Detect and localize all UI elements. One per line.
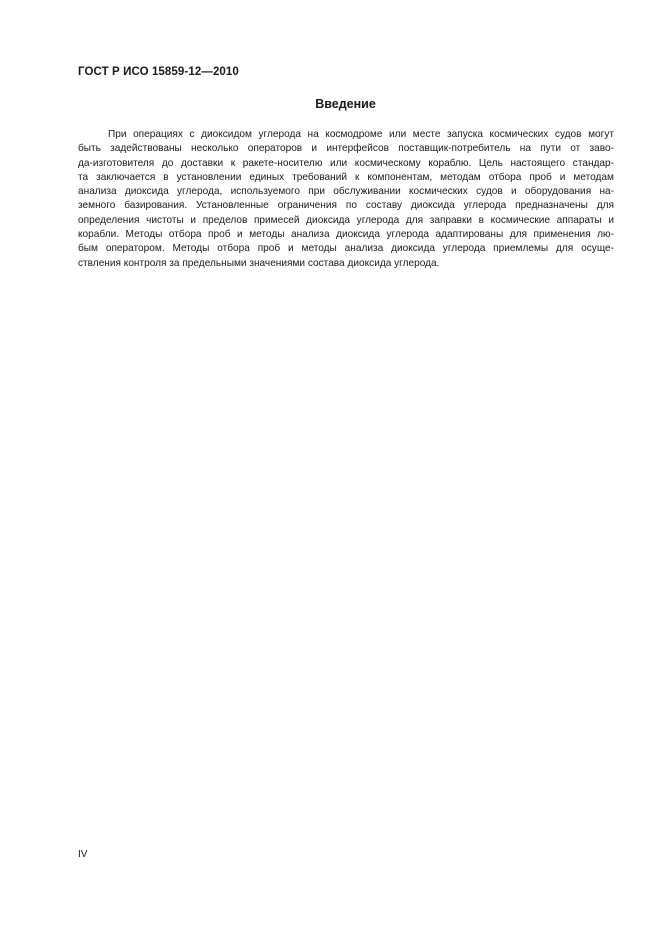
paragraph-line: корабли. Методы отбора проб и методы анализа диоксида углерода адаптированы для применения лю- <box>78 229 614 241</box>
introduction-paragraph <box>78 128 614 271</box>
paragraph-line: быть задействованы несколько операторов и интерфейсов поставщик-потребитель на пути от заво- <box>78 143 614 155</box>
page-number: IV <box>78 849 88 860</box>
paragraph-line: да-изготовителя до доставки к ракете-носителю или космическому кораблю. Цель настоящего стандар- <box>78 157 614 169</box>
paragraph-line: При операциях с диоксидом углерода на космодроме или месте запуска космических судов могут <box>108 129 614 140</box>
paragraph-line: ствления контроля за предельными значениями состава диоксида углерода. <box>78 257 440 269</box>
paragraph-line: бым оператором. Методы отбора проб и методы анализа диоксида углерода приемлемы для осуще- <box>78 243 614 255</box>
section-title: Введение <box>315 97 376 111</box>
paragraph-line: определения чистоты и пределов примесей диоксида углерода для заправки в космические аппараты и <box>78 214 614 226</box>
paragraph-line: земного базирования. Установленные ограничения по составу диоксида углерода предназначены для <box>78 200 614 212</box>
standard-code-header: ГОСТ Р ИСО 15859-12—2010 <box>78 66 239 78</box>
paragraph-line: анализа диоксида углерода, используемого при обслуживании космических судов и оборудования на- <box>78 186 614 198</box>
paragraph-line: та заключается в установлении единых требований к компонентам, методам отбора проб и методам <box>78 171 614 183</box>
